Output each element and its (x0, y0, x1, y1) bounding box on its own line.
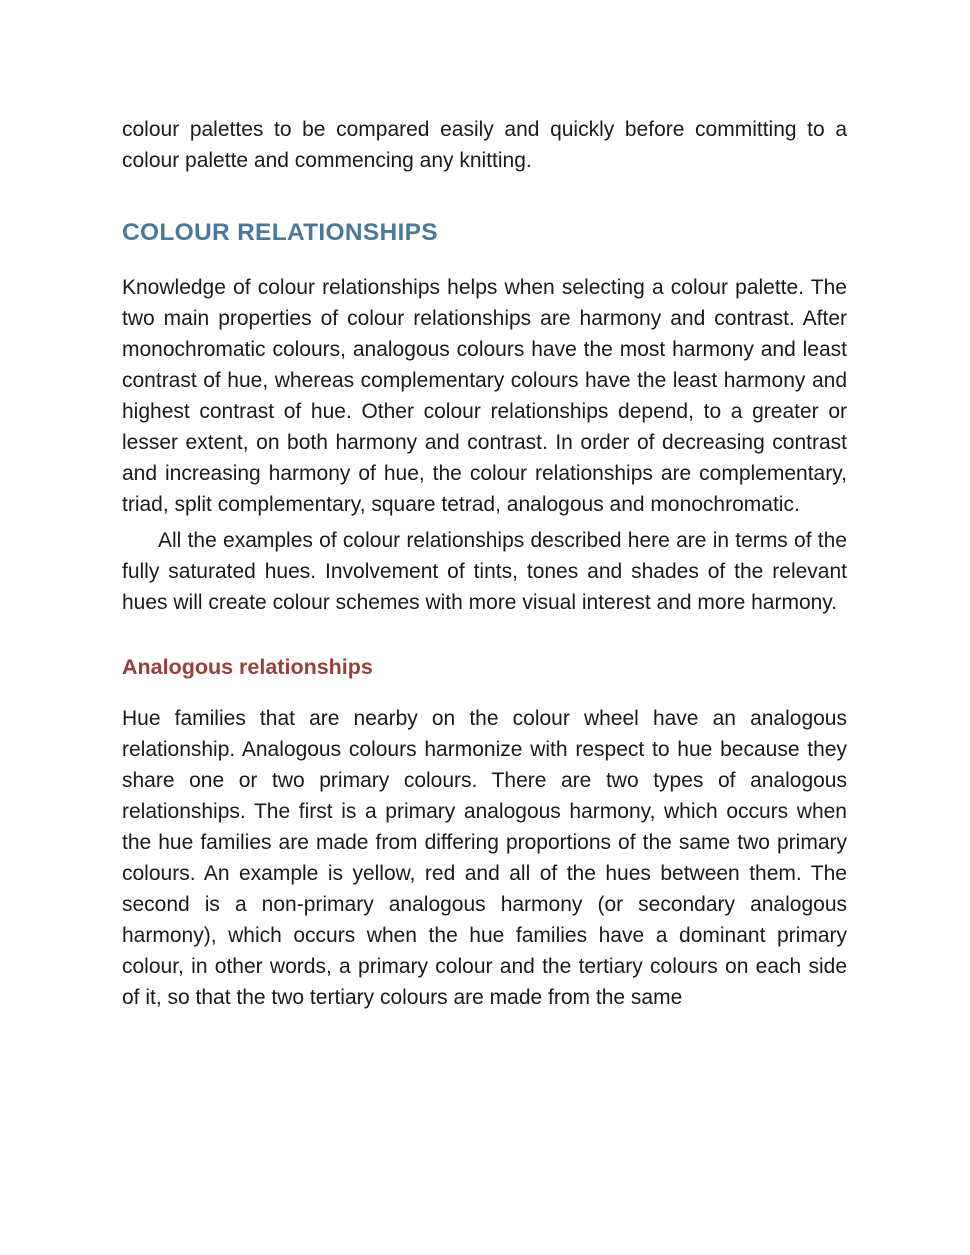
section-heading: COLOUR RELATIONSHIPS (122, 219, 438, 246)
section-paragraph-2: All the examples of colour relationships described here are in terms of the fully saturated hues. Involvement of tints, tones and shades of the relevant hues will create colour schemes with more visual interest and more harmony. (122, 529, 847, 614)
document-page (122, 114, 847, 1013)
intro-paragraph: colour palettes to be compared easily and quickly before committing to a colour palette and commencing any knitting. (122, 118, 847, 172)
section-paragraph-1: Knowledge of colour relationships helps when selecting a colour palette. The two main properties of colour relationships are harmony and contrast. After monochromatic colours, analogous colours have the most harmony and least contrast of hue, whereas complementary colours have the least harmony and highest contrast of hue. Other colour relationships depend, to a greater or lesser extent, on both harmony and contrast. In order of decreasing contrast and increasing harmony of hue, the colour relationships are complementary, triad, split complementary, square tetrad, analogous and monochromatic. (122, 276, 847, 516)
subsection-heading: Analogous relationships (122, 655, 373, 679)
subsection-paragraph: Hue families that are nearby on the colour wheel have an analogous relationship. Analogous colours harmonize with respect to hue because they share one or two primary colours. There are two types of analogous relationships. The first is a primary analogous harmony, which occurs when the hue families are made from differing proportions of the same two primary colours. An example is yellow, red and all of the hues between them. The second is a non-primary analogous harmony (or secondary analogous harmony), which occurs when the hue families have a dominant primary colour, in other words, a primary colour and the tertiary colours on each side of it, so that the two tertiary colours are made from the same (122, 707, 847, 1009)
